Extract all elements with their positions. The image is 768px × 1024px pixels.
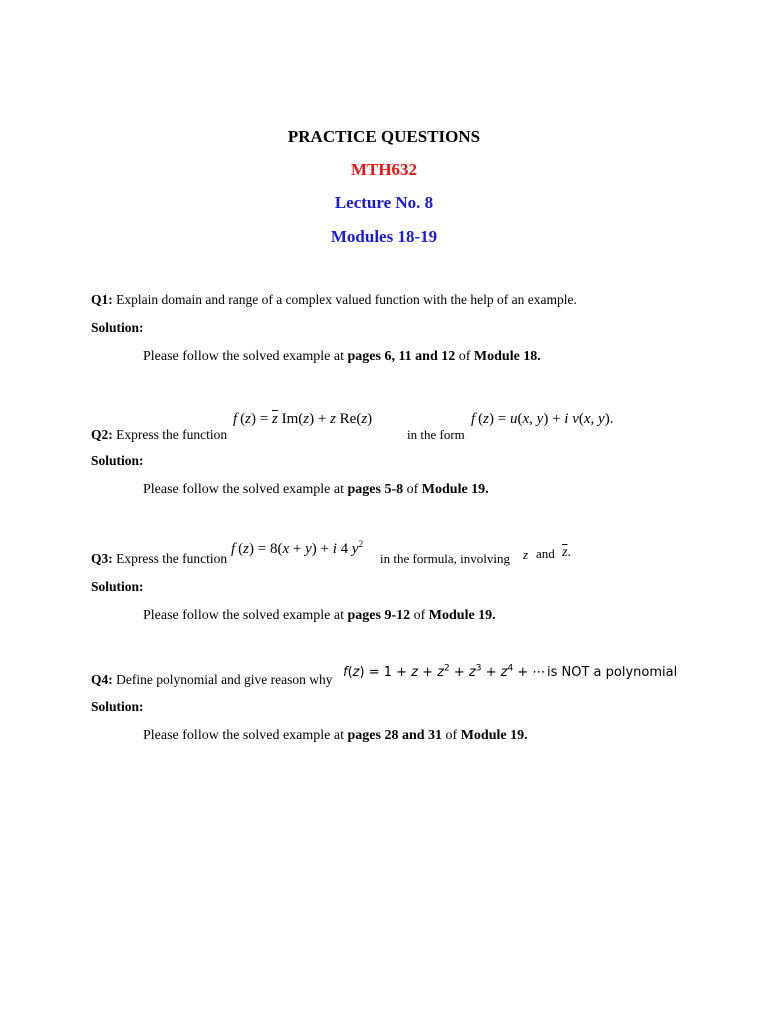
question-3-text: Express the function (112, 551, 228, 566)
modules-range: Modules 18-19 (330, 227, 438, 246)
question-4-text: Define polynomial and give reason why (112, 672, 333, 687)
q3-function-equation: f (z) = 8(x + y) + i 4 $y^2$ (231, 539, 364, 557)
ref-1-pages: pages 6, 11 and 12 (347, 349, 456, 364)
ref-3-module: Module 19. (428, 608, 496, 623)
ref-4-mid: of (442, 728, 461, 743)
q4-series-equation: $f(z) = 1 + z + z^2 + z^3 + z^4$ + ⋯ (343, 663, 546, 680)
ref-4-prefix: Please follow the solved example at (143, 728, 348, 743)
solution-1-reference (143, 349, 541, 365)
question-4 (91, 672, 332, 688)
ref-3-pages: pages 9-12 (347, 608, 411, 623)
solution-4-reference (143, 728, 528, 744)
question-3 (91, 551, 227, 567)
q3-zbar-symbol: $\overline{z}$. (562, 545, 571, 560)
ref-2-mid: of (403, 482, 422, 497)
question-2-mid-text: in the form (407, 427, 465, 442)
solution-3-label: Solution: (91, 579, 144, 594)
question-1-label: Q1: (91, 292, 113, 307)
question-1 (91, 292, 577, 308)
solution-2-label: Solution: (91, 453, 144, 468)
question-2 (91, 427, 227, 443)
ref-2-pages: pages 5-8 (347, 482, 404, 497)
question-4-tail-text: is NOT a polynomial (547, 665, 678, 680)
q2-target-form-equation: f (z) = u(x, y) + i v(x, y). (471, 411, 614, 427)
question-3-and-text: and (536, 546, 555, 561)
ref-1-prefix: Please follow the solved example at (143, 349, 348, 364)
ref-4-module: Module 19. (460, 728, 528, 743)
ref-1-module: Module 18. (473, 349, 541, 364)
solution-4-label: Solution: (91, 699, 144, 714)
question-2-text: Express the function (112, 427, 228, 442)
ref-3-prefix: Please follow the solved example at (143, 608, 348, 623)
course-code: MTH632 (350, 160, 418, 179)
question-2-label: Q2: (91, 427, 113, 442)
question-4-label: Q4: (91, 672, 113, 687)
ref-3-mid: of (410, 608, 429, 623)
ref-2-prefix: Please follow the solved example at (143, 482, 348, 497)
ref-4-pages: pages 28 and 31 (347, 728, 443, 743)
ref-1-mid: of (455, 349, 474, 364)
solution-2-reference (143, 482, 489, 498)
solution-3-reference (143, 608, 496, 624)
page-title: PRACTICE QUESTIONS (287, 127, 481, 146)
q3-z-symbol: z (523, 547, 529, 562)
question-3-mid-text: in the formula, involving (380, 551, 510, 566)
solution-1-label: Solution: (91, 320, 144, 335)
question-1-text: Explain domain and range of a complex valued function with the help of an example. (112, 292, 577, 307)
q2-function-equation: f $(z) = \overline{z}$ Im(z) + z Re(z) (233, 411, 373, 427)
question-3-label: Q3: (91, 551, 113, 566)
ref-2-module: Module 19. (421, 482, 489, 497)
lecture-number: Lecture No. 8 (334, 193, 434, 212)
